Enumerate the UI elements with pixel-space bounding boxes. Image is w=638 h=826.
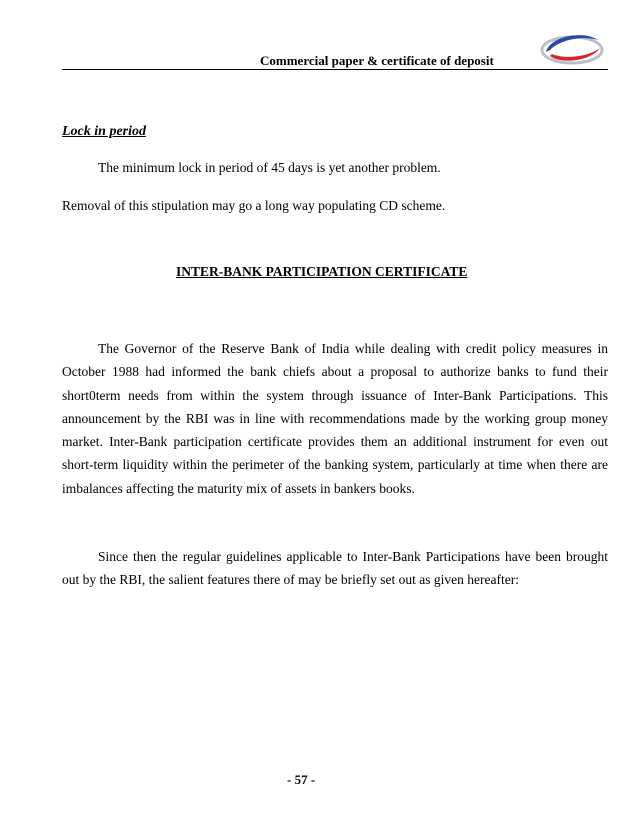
section-heading-ibpc: INTER-BANK PARTICIPATION CERTIFICATE	[176, 264, 468, 279]
ibpc-paragraph-2-text: Since then the regular guidelines applicable to Inter-Bank Participations have been brought out by the RBI, the salient features there of may be briefly set out as given hereafter:	[62, 549, 608, 588]
logo-icon	[540, 26, 604, 68]
lock-in-line-2: Removal of this stipulation may go a long way populating CD scheme.	[62, 198, 446, 213]
section-heading-lock-in: Lock in period	[62, 124, 146, 139]
header-title: Commercial paper & certificate of deposit	[260, 53, 494, 68]
logo-blue-swoosh	[546, 35, 598, 52]
header-rule	[62, 69, 608, 70]
ibpc-paragraph-2	[62, 545, 608, 592]
ibpc-paragraph-1	[62, 337, 608, 500]
page-number: - 57 -	[287, 772, 316, 787]
lock-in-line-1: The minimum lock in period of 45 days is yet another problem.	[98, 160, 441, 175]
ibpc-paragraph-1-text: The Governor of the Reserve Bank of India while dealing with credit policy measures in October 1988 had informed the bank chiefs about a proposal to authorize banks to fund their short0term needs from within the system through issuance of Inter-Bank Participations. This announcement by the RBI was in line with recommendations made by the working group money market. Inter-Bank participation certificate provides them an additional instrument for even out short-term liquidity within the perimeter of the banking system, particularly at time when there are imbalances affecting the maturity mix of assets in bankers books.	[62, 341, 608, 496]
